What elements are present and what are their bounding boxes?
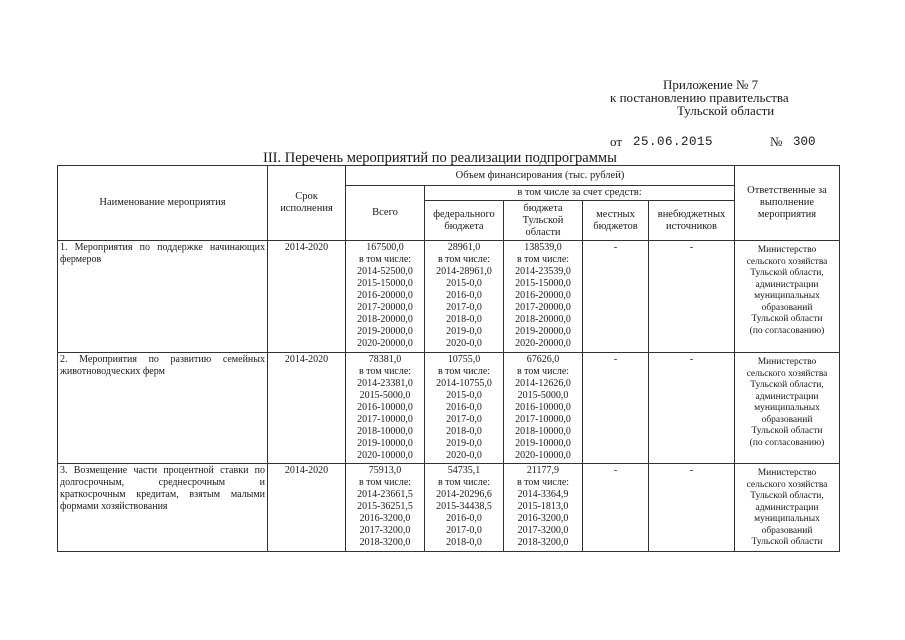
activity-term: 2014-2020 bbox=[268, 353, 346, 464]
funding-regional-line: 2015-15000,0 bbox=[515, 278, 571, 289]
funding-federal-line: 2016-0,0 bbox=[446, 290, 482, 301]
funding-total-line: 2015-15000,0 bbox=[357, 278, 413, 289]
funding-regional-line: 2018-3200,0 bbox=[517, 537, 569, 548]
funding-federal bbox=[425, 241, 504, 353]
funding-total-line: 167500,0 bbox=[366, 242, 404, 253]
header-including: в том числе за счет средств: bbox=[425, 186, 735, 201]
funding-total bbox=[346, 241, 425, 353]
funding-federal-line: 2014-10755,0 bbox=[436, 378, 492, 389]
funding-federal bbox=[425, 353, 504, 464]
appendix-subtitle: к постановлению правительства bbox=[610, 90, 789, 105]
funding-regional-line: 2014-3364,9 bbox=[517, 489, 569, 500]
funding-federal-line: в том числе: bbox=[437, 477, 491, 488]
activity-term: 2014-2020 bbox=[268, 241, 346, 353]
funding-federal-line: в том числе: bbox=[437, 254, 491, 265]
funding-regional-line: 2018-10000,0 bbox=[515, 426, 571, 437]
funding-federal-line: 2018-0,0 bbox=[446, 537, 482, 548]
funding-federal-line: 2019-0,0 bbox=[446, 326, 482, 337]
header-name: Наименование мероприятия bbox=[58, 166, 268, 241]
responsible-text: Министерство сельского хозяйства Тульской области, администрации муниципальных образований Тульской области (по согласованию) bbox=[746, 357, 828, 448]
funding-regional-line: 2018-20000,0 bbox=[515, 314, 571, 325]
appendix-region: Тульской области bbox=[677, 103, 775, 118]
header-offbudget: внебюджетных источников bbox=[649, 201, 735, 241]
funding-regional-line: 2015-1813,0 bbox=[517, 501, 569, 512]
funding-regional-line: 2016-20000,0 bbox=[515, 290, 571, 301]
activity-name: 1. Мероприятия по поддержке начинающих фермеров bbox=[58, 241, 268, 353]
table-row bbox=[58, 353, 840, 464]
funding-total-line: 2018-3200,0 bbox=[359, 537, 411, 548]
document-number: 300 bbox=[793, 135, 816, 149]
funding-federal-line: 2016-0,0 bbox=[446, 402, 482, 413]
funding-total-line: 2016-3200,0 bbox=[359, 513, 411, 524]
funding-regional-line: в том числе: bbox=[516, 254, 570, 265]
funding-federal-line: 2018-0,0 bbox=[446, 426, 482, 437]
funding-total-line: в том числе: bbox=[358, 254, 412, 265]
funding-total-line: 2018-10000,0 bbox=[357, 426, 413, 437]
funding-regional-line: 2014-12626,0 bbox=[515, 378, 571, 389]
funding-total-line: 2016-20000,0 bbox=[357, 290, 413, 301]
funding-federal-line: 2020-0,0 bbox=[446, 450, 482, 461]
number-prefix: № bbox=[770, 134, 783, 149]
funding-regional-line: 138539,0 bbox=[524, 242, 562, 253]
funding-offbudget: - bbox=[649, 353, 735, 464]
funding-regional-line: 2016-3200,0 bbox=[517, 513, 569, 524]
funding-federal-line: 2014-28961,0 bbox=[436, 266, 492, 277]
funding-total-line: 2017-10000,0 bbox=[357, 414, 413, 425]
funding-local: - bbox=[583, 464, 649, 552]
responsible-text: Министерство сельского хозяйства Тульской области, администрации муниципальных образований Тульской области bbox=[746, 468, 828, 547]
responsible-parties bbox=[735, 464, 840, 552]
funding-total-line: 78381,0 bbox=[368, 354, 402, 365]
header-federal: федерального бюджета bbox=[425, 201, 504, 241]
funding-total-line: 2019-10000,0 bbox=[357, 438, 413, 449]
funding-offbudget: - bbox=[649, 241, 735, 353]
funding-regional-line: 2017-20000,0 bbox=[515, 302, 571, 313]
responsible-parties bbox=[735, 353, 840, 464]
date-prefix: от bbox=[610, 134, 623, 149]
funding-federal-line: 2020-0,0 bbox=[446, 338, 482, 349]
funding-regional-line: в том числе: bbox=[516, 477, 570, 488]
document-date: 25.06.2015 bbox=[633, 135, 714, 149]
funding-regional-line: 67626,0 bbox=[526, 354, 560, 365]
funding-total-line: 2014-23381,0 bbox=[357, 378, 413, 389]
funding-total-line: 75913,0 bbox=[368, 465, 402, 476]
funding-total-line: 2015-36251,5 bbox=[357, 501, 413, 512]
funding-federal-line: 2018-0,0 bbox=[446, 314, 482, 325]
funding-total-line: 2017-20000,0 bbox=[357, 302, 413, 313]
activity-name: 3. Возмещение части процентной ставки по долгосрочным, среднесрочным и краткосрочным кредитам, взятым малыми формами хозяйствования bbox=[58, 464, 268, 552]
funding-regional-line: 21177,9 bbox=[526, 465, 560, 476]
funding-total-line: 2014-23661,5 bbox=[357, 489, 413, 500]
funding-regional-line: 2015-5000,0 bbox=[517, 390, 569, 401]
funding-regional-line: 2020-20000,0 bbox=[515, 338, 571, 349]
funding-federal-line: 2019-0,0 bbox=[446, 438, 482, 449]
section-title: III. Перечень мероприятий по реализации подпрограммы bbox=[263, 150, 617, 166]
funding-federal-line: 2015-34438,5 bbox=[436, 501, 492, 512]
funding-federal-line: 2017-0,0 bbox=[446, 302, 482, 313]
appendix-title: Приложение № 7 bbox=[663, 77, 759, 92]
funding-regional-line: 2014-23539,0 bbox=[515, 266, 571, 277]
funding-total bbox=[346, 353, 425, 464]
funding-regional-line: в том числе: bbox=[516, 366, 570, 377]
funding-local: - bbox=[583, 241, 649, 353]
funding-total-line: 2020-10000,0 bbox=[357, 450, 413, 461]
funding-federal-line: в том числе: bbox=[437, 366, 491, 377]
table-row bbox=[58, 464, 840, 552]
funding-federal-line: 28961,0 bbox=[447, 242, 481, 253]
header-funding: Объем финансирования (тыс. рублей) bbox=[346, 166, 735, 186]
funding-total-line: 2015-5000,0 bbox=[359, 390, 411, 401]
funding-federal bbox=[425, 464, 504, 552]
funding-regional-line: 2017-3200,0 bbox=[517, 525, 569, 536]
responsible-parties bbox=[735, 241, 840, 353]
funding-regional bbox=[504, 353, 583, 464]
funding-regional-line: 2017-10000,0 bbox=[515, 414, 571, 425]
funding-regional-line: 2019-10000,0 bbox=[515, 438, 571, 449]
funding-federal-line: 2017-0,0 bbox=[446, 525, 482, 536]
funding-total-line: 2014-52500,0 bbox=[357, 266, 413, 277]
funding-federal-line: 54735,1 bbox=[447, 465, 481, 476]
funding-local: - bbox=[583, 353, 649, 464]
header-regional: бюджета Тульской области bbox=[504, 201, 583, 241]
funding-total bbox=[346, 464, 425, 552]
header-responsible: Ответственные за выполнение мероприятия bbox=[735, 166, 840, 241]
funding-federal-line: 10755,0 bbox=[447, 354, 481, 365]
funding-total-line: 2019-20000,0 bbox=[357, 326, 413, 337]
funding-total-line: 2016-10000,0 bbox=[357, 402, 413, 413]
funding-federal-line: 2015-0,0 bbox=[446, 278, 482, 289]
activity-name: 2. Мероприятия по развитию семейных животноводческих ферм bbox=[58, 353, 268, 464]
activities-table bbox=[57, 165, 840, 552]
responsible-text: Министерство сельского хозяйства Тульской области, администрации муниципальных образований Тульской области (по согласованию) bbox=[746, 245, 828, 336]
funding-regional-line: 2016-10000,0 bbox=[515, 402, 571, 413]
funding-regional bbox=[504, 464, 583, 552]
funding-regional-line: 2019-20000,0 bbox=[515, 326, 571, 337]
table-row bbox=[58, 241, 840, 353]
funding-total-line: 2020-20000,0 bbox=[357, 338, 413, 349]
funding-total-line: 2018-20000,0 bbox=[357, 314, 413, 325]
funding-regional bbox=[504, 241, 583, 353]
funding-total-line: в том числе: bbox=[358, 477, 412, 488]
activity-term: 2014-2020 bbox=[268, 464, 346, 552]
header-term: Срок исполнения bbox=[268, 166, 346, 241]
funding-total-line: 2017-3200,0 bbox=[359, 525, 411, 536]
funding-total-line: в том числе: bbox=[358, 366, 412, 377]
header-total: Всего bbox=[346, 186, 425, 241]
funding-federal-line: 2017-0,0 bbox=[446, 414, 482, 425]
funding-federal-line: 2014-20296,6 bbox=[436, 489, 492, 500]
funding-federal-line: 2016-0,0 bbox=[446, 513, 482, 524]
funding-offbudget: - bbox=[649, 464, 735, 552]
header-local: местных бюджетов bbox=[583, 201, 649, 241]
funding-federal-line: 2015-0,0 bbox=[446, 390, 482, 401]
funding-regional-line: 2020-10000,0 bbox=[515, 450, 571, 461]
